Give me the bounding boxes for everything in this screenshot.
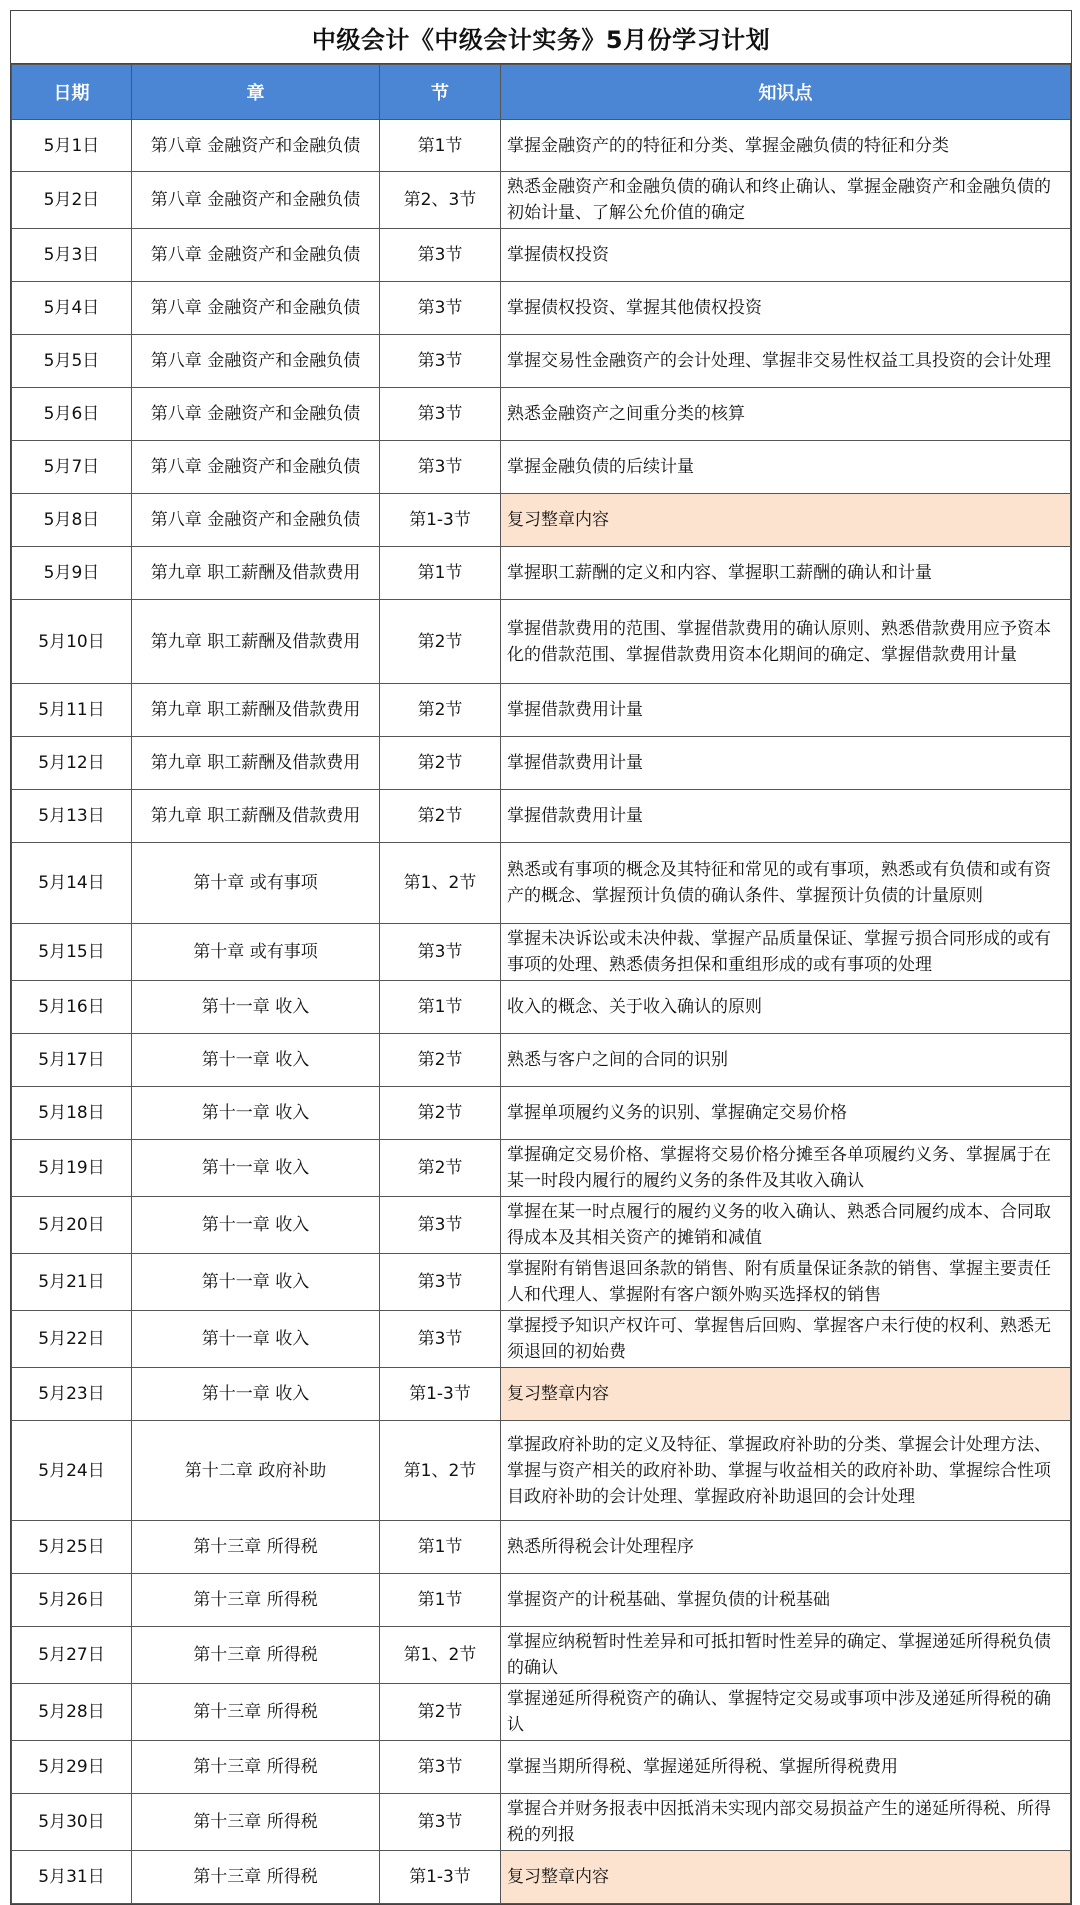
row-date: 5月11日	[12, 684, 132, 737]
row-knowledge-points: 熟悉与客户之间的合同的识别	[501, 1034, 1071, 1087]
table-row	[12, 229, 1071, 282]
row-knowledge-points: 掌握应纳税暂时性差异和可抵扣暂时性差异的确定、掌握递延所得税负债的确认	[501, 1627, 1071, 1684]
table-row	[12, 172, 1071, 229]
row-date: 5月7日	[12, 441, 132, 494]
row-knowledge-points: 掌握借款费用计量	[501, 684, 1071, 737]
row-chapter: 第八章 金融资产和金融负债	[132, 282, 380, 335]
row-knowledge-points: 掌握交易性金融资产的会计处理、掌握非交易性权益工具投资的会计处理	[501, 335, 1071, 388]
row-chapter: 第十一章 收入	[132, 1254, 380, 1311]
row-knowledge-points: 掌握授予知识产权许可、掌握售后回购、掌握客户未行使的权利、熟悉无须退回的初始费	[501, 1311, 1071, 1368]
row-chapter: 第十一章 收入	[132, 1140, 380, 1197]
table-row	[12, 924, 1071, 981]
table-row	[12, 1794, 1071, 1851]
row-knowledge-points: 掌握借款费用计量	[501, 790, 1071, 843]
row-section: 第2、3节	[380, 172, 501, 229]
row-date: 5月12日	[12, 737, 132, 790]
header-date: 日期	[12, 65, 132, 120]
row-knowledge-points: 掌握借款费用的范围、掌握借款费用的确认原则、熟悉借款费用应予资本化的借款范围、掌握借款费用资本化期间的确定、掌握借款费用计量	[501, 600, 1071, 684]
row-section: 第1、2节	[380, 843, 501, 924]
table-row	[12, 282, 1071, 335]
table-row	[12, 1421, 1071, 1521]
row-chapter: 第九章 职工薪酬及借款费用	[132, 547, 380, 600]
header-knowledge-points: 知识点	[501, 65, 1071, 120]
row-knowledge-points: 熟悉金融资产和金融负债的确认和终止确认、掌握金融资产和金融负债的初始计量、了解公允价值的确定	[501, 172, 1071, 229]
row-chapter: 第九章 职工薪酬及借款费用	[132, 737, 380, 790]
row-knowledge-points: 掌握借款费用计量	[501, 737, 1071, 790]
row-section: 第3节	[380, 924, 501, 981]
row-chapter: 第十三章 所得税	[132, 1741, 380, 1794]
plan-table	[11, 64, 1071, 1904]
row-section: 第1节	[380, 547, 501, 600]
row-knowledge-points: 掌握资产的计税基础、掌握负债的计税基础	[501, 1574, 1071, 1627]
row-date: 5月4日	[12, 282, 132, 335]
row-section: 第2节	[380, 1034, 501, 1087]
table-row	[12, 1311, 1071, 1368]
header-section: 节	[380, 65, 501, 120]
row-knowledge-points: 掌握金融负债的后续计量	[501, 441, 1071, 494]
row-chapter: 第十三章 所得税	[132, 1627, 380, 1684]
row-chapter: 第十章 或有事项	[132, 843, 380, 924]
row-chapter: 第十一章 收入	[132, 1311, 380, 1368]
table-row	[12, 684, 1071, 737]
row-date: 5月22日	[12, 1311, 132, 1368]
row-section: 第2节	[380, 790, 501, 843]
row-date: 5月6日	[12, 388, 132, 441]
row-chapter: 第十三章 所得税	[132, 1574, 380, 1627]
row-date: 5月13日	[12, 790, 132, 843]
row-chapter: 第十二章 政府补助	[132, 1421, 380, 1521]
row-section: 第2节	[380, 737, 501, 790]
row-chapter: 第八章 金融资产和金融负债	[132, 388, 380, 441]
row-date: 5月29日	[12, 1741, 132, 1794]
row-section: 第2节	[380, 684, 501, 737]
table-row	[12, 1368, 1071, 1421]
row-section: 第2节	[380, 1087, 501, 1140]
row-date: 5月30日	[12, 1794, 132, 1851]
row-chapter: 第八章 金融资产和金融负债	[132, 441, 380, 494]
row-section: 第3节	[380, 282, 501, 335]
row-date: 5月2日	[12, 172, 132, 229]
row-section: 第3节	[380, 1311, 501, 1368]
row-knowledge-points: 掌握合并财务报表中因抵消未实现内部交易损益产生的递延所得税、所得税的列报	[501, 1794, 1071, 1851]
row-date: 5月21日	[12, 1254, 132, 1311]
row-date: 5月16日	[12, 981, 132, 1034]
row-chapter: 第十一章 收入	[132, 1087, 380, 1140]
row-knowledge-points: 掌握当期所得税、掌握递延所得税、掌握所得税费用	[501, 1741, 1071, 1794]
table-row	[12, 547, 1071, 600]
row-date: 5月25日	[12, 1521, 132, 1574]
row-section: 第3节	[380, 1794, 501, 1851]
table-row	[12, 737, 1071, 790]
row-section: 第1、2节	[380, 1421, 501, 1521]
row-chapter: 第十章 或有事项	[132, 924, 380, 981]
row-knowledge-points: 熟悉或有事项的概念及其特征和常见的或有事项，熟悉或有负债和或有资产的概念、掌握预计负债的确认条件、掌握预计负债的计量原则	[501, 843, 1071, 924]
row-section: 第1节	[380, 120, 501, 172]
row-knowledge-points: 掌握确定交易价格、掌握将交易价格分摊至各单项履约义务、掌握属于在某一时段内履行的履约义务的条件及其收入确认	[501, 1140, 1071, 1197]
row-section: 第3节	[380, 1254, 501, 1311]
row-section: 第1-3节	[380, 1851, 501, 1904]
row-knowledge-points: 熟悉金融资产之间重分类的核算	[501, 388, 1071, 441]
row-date: 5月10日	[12, 600, 132, 684]
row-knowledge-points: 复习整章内容	[501, 1368, 1071, 1421]
row-date: 5月14日	[12, 843, 132, 924]
table-header-row	[12, 65, 1071, 120]
row-date: 5月31日	[12, 1851, 132, 1904]
row-knowledge-points: 掌握职工薪酬的定义和内容、掌握职工薪酬的确认和计量	[501, 547, 1071, 600]
row-knowledge-points: 掌握在某一时点履行的履约义务的收入确认、熟悉合同履约成本、合同取得成本及其相关资产的摊销和减值	[501, 1197, 1071, 1254]
table-row	[12, 335, 1071, 388]
table-row	[12, 600, 1071, 684]
row-date: 5月24日	[12, 1421, 132, 1521]
table-row	[12, 1034, 1071, 1087]
row-section: 第1-3节	[380, 1368, 501, 1421]
table-row	[12, 1197, 1071, 1254]
row-date: 5月5日	[12, 335, 132, 388]
table-row	[12, 120, 1071, 172]
header-chapter: 章	[132, 65, 380, 120]
row-chapter: 第八章 金融资产和金融负债	[132, 229, 380, 282]
row-chapter: 第九章 职工薪酬及借款费用	[132, 600, 380, 684]
row-knowledge-points: 掌握金融资产的的特征和分类、掌握金融负债的特征和分类	[501, 120, 1071, 172]
row-knowledge-points: 复习整章内容	[501, 1851, 1071, 1904]
row-chapter: 第十三章 所得税	[132, 1851, 380, 1904]
row-section: 第2节	[380, 1684, 501, 1741]
table-row	[12, 1684, 1071, 1741]
table-row	[12, 1741, 1071, 1794]
table-row	[12, 1254, 1071, 1311]
table-row	[12, 494, 1071, 547]
table-row	[12, 1521, 1071, 1574]
row-knowledge-points: 复习整章内容	[501, 494, 1071, 547]
row-knowledge-points: 掌握递延所得税资产的确认、掌握特定交易或事项中涉及递延所得税的确认	[501, 1684, 1071, 1741]
row-date: 5月9日	[12, 547, 132, 600]
row-chapter: 第八章 金融资产和金融负债	[132, 494, 380, 547]
row-knowledge-points: 掌握单项履约义务的识别、掌握确定交易价格	[501, 1087, 1071, 1140]
row-section: 第2节	[380, 1140, 501, 1197]
row-section: 第3节	[380, 229, 501, 282]
table-row	[12, 1627, 1071, 1684]
row-knowledge-points: 收入的概念、关于收入确认的原则	[501, 981, 1071, 1034]
row-chapter: 第十一章 收入	[132, 981, 380, 1034]
table-row	[12, 981, 1071, 1034]
row-chapter: 第十一章 收入	[132, 1034, 380, 1087]
row-date: 5月28日	[12, 1684, 132, 1741]
row-chapter: 第八章 金融资产和金融负债	[132, 335, 380, 388]
row-section: 第1-3节	[380, 494, 501, 547]
table-row	[12, 1087, 1071, 1140]
row-knowledge-points: 掌握附有销售退回条款的销售、附有质量保证条款的销售、掌握主要责任人和代理人、掌握附有客户额外购买选择权的销售	[501, 1254, 1071, 1311]
row-chapter: 第九章 职工薪酬及借款费用	[132, 790, 380, 843]
row-section: 第1节	[380, 1574, 501, 1627]
row-section: 第1、2节	[380, 1627, 501, 1684]
row-knowledge-points: 掌握债权投资	[501, 229, 1071, 282]
row-chapter: 第八章 金融资产和金融负债	[132, 120, 380, 172]
row-knowledge-points: 掌握债权投资、掌握其他债权投资	[501, 282, 1071, 335]
table-row	[12, 1140, 1071, 1197]
row-date: 5月27日	[12, 1627, 132, 1684]
row-date: 5月17日	[12, 1034, 132, 1087]
table-row	[12, 1574, 1071, 1627]
row-date: 5月19日	[12, 1140, 132, 1197]
row-chapter: 第十一章 收入	[132, 1368, 380, 1421]
row-chapter: 第十三章 所得税	[132, 1794, 380, 1851]
row-chapter: 第十一章 收入	[132, 1197, 380, 1254]
page-title: 中级会计《中级会计实务》5月份学习计划	[11, 11, 1071, 64]
row-date: 5月23日	[12, 1368, 132, 1421]
table-row	[12, 388, 1071, 441]
row-section: 第2节	[380, 600, 501, 684]
row-section: 第3节	[380, 441, 501, 494]
table-row	[12, 441, 1071, 494]
row-date: 5月1日	[12, 120, 132, 172]
row-section: 第3节	[380, 335, 501, 388]
row-chapter: 第八章 金融资产和金融负债	[132, 172, 380, 229]
row-knowledge-points: 掌握政府补助的定义及特征、掌握政府补助的分类、掌握会计处理方法、掌握与资产相关的政府补助、掌握与收益相关的政府补助、掌握综合性项目政府补助的会计处理、掌握政府补助退回的会计处理	[501, 1421, 1071, 1521]
table-row	[12, 1851, 1071, 1904]
row-chapter: 第十三章 所得税	[132, 1684, 380, 1741]
row-date: 5月8日	[12, 494, 132, 547]
row-chapter: 第九章 职工薪酬及借款费用	[132, 684, 380, 737]
row-section: 第3节	[380, 388, 501, 441]
row-date: 5月18日	[12, 1087, 132, 1140]
table-row	[12, 843, 1071, 924]
table-row	[12, 790, 1071, 843]
row-knowledge-points: 掌握未决诉讼或未决仲裁、掌握产品质量保证、掌握亏损合同形成的或有事项的处理、熟悉债务担保和重组形成的或有事项的处理	[501, 924, 1071, 981]
row-date: 5月26日	[12, 1574, 132, 1627]
row-section: 第3节	[380, 1197, 501, 1254]
study-plan-table	[10, 10, 1072, 1905]
row-knowledge-points: 熟悉所得税会计处理程序	[501, 1521, 1071, 1574]
row-section: 第1节	[380, 981, 501, 1034]
row-date: 5月20日	[12, 1197, 132, 1254]
row-section: 第3节	[380, 1741, 501, 1794]
row-date: 5月15日	[12, 924, 132, 981]
row-date: 5月3日	[12, 229, 132, 282]
row-chapter: 第十三章 所得税	[132, 1521, 380, 1574]
row-section: 第1节	[380, 1521, 501, 1574]
